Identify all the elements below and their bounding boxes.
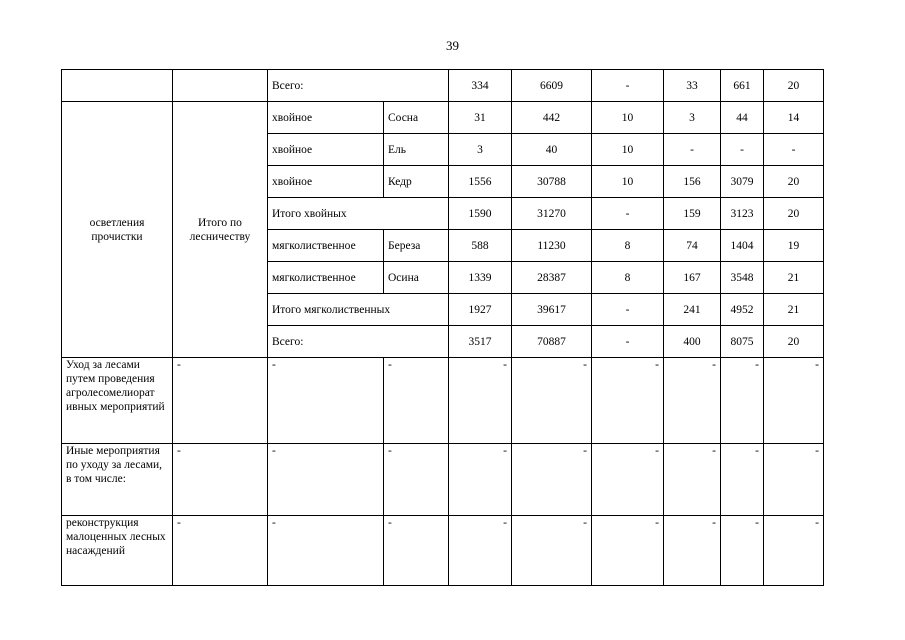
value-cell: 31270	[512, 198, 592, 230]
dash-cell: -	[512, 358, 592, 444]
value-cell: 442	[512, 102, 592, 134]
dash-cell: -	[592, 516, 664, 586]
value-cell: 10	[592, 134, 664, 166]
activity-name: реконструкция малоценных лесных насаждений	[62, 516, 173, 586]
dash-cell: -	[512, 444, 592, 516]
dash-cell: -	[664, 358, 721, 444]
dash-cell: -	[384, 444, 449, 516]
value-cell: 1927	[449, 294, 512, 326]
value-cell: 4952	[721, 294, 764, 326]
dash-cell: -	[268, 444, 384, 516]
value-cell: 241	[664, 294, 721, 326]
value-cell: 8	[592, 262, 664, 294]
value-cell: 28387	[512, 262, 592, 294]
dash-cell: -	[592, 358, 664, 444]
forest-type: мягколиственное	[268, 230, 384, 262]
table-row	[62, 358, 824, 444]
value-cell: 20	[764, 326, 824, 358]
value-cell: -	[592, 326, 664, 358]
dash-cell: -	[764, 516, 824, 586]
scope-name: Итого по лесничеству	[173, 102, 268, 358]
value-cell: 11230	[512, 230, 592, 262]
dash-cell: -	[384, 358, 449, 444]
subtotal-label: Итого мягколиственных	[268, 294, 449, 326]
value-cell: 3548	[721, 262, 764, 294]
value-cell: -	[592, 294, 664, 326]
dash-cell: -	[449, 516, 512, 586]
value-cell: 74	[664, 230, 721, 262]
value-cell: 3	[664, 102, 721, 134]
value-cell: 33	[664, 70, 721, 102]
value-cell: 167	[664, 262, 721, 294]
dash-cell: -	[764, 444, 824, 516]
value-cell: 1404	[721, 230, 764, 262]
value-cell: -	[592, 70, 664, 102]
species: Кедр	[384, 166, 449, 198]
value-cell: 30788	[512, 166, 592, 198]
value-cell: 6609	[512, 70, 592, 102]
dash-cell: -	[512, 516, 592, 586]
dash-cell: -	[664, 516, 721, 586]
dash-cell: -	[173, 516, 268, 586]
value-cell: -	[721, 134, 764, 166]
value-cell: 3517	[449, 326, 512, 358]
value-cell: -	[592, 198, 664, 230]
activity-cell	[62, 70, 173, 102]
activity-name: Иные мероприятия по уходу за лесами, в том числе:	[62, 444, 173, 516]
value-cell: -	[664, 134, 721, 166]
dash-cell: -	[268, 358, 384, 444]
page-number: 39	[446, 38, 459, 53]
activity-name: осветления прочистки	[62, 102, 173, 358]
value-cell: 21	[764, 262, 824, 294]
scope-cell	[173, 70, 268, 102]
species: Ель	[384, 134, 449, 166]
value-cell: 588	[449, 230, 512, 262]
value-cell: 20	[764, 70, 824, 102]
species: Осина	[384, 262, 449, 294]
value-cell: 10	[592, 102, 664, 134]
forest-care-table	[61, 69, 824, 586]
dash-cell: -	[449, 358, 512, 444]
subtotal-label: Итого хвойных	[268, 198, 449, 230]
table-row	[62, 102, 824, 134]
table-row	[62, 516, 824, 586]
value-cell: 400	[664, 326, 721, 358]
value-cell: 21	[764, 294, 824, 326]
dash-cell: -	[721, 516, 764, 586]
value-cell: 1590	[449, 198, 512, 230]
value-cell: 10	[592, 166, 664, 198]
species: Береза	[384, 230, 449, 262]
value-cell: 3	[449, 134, 512, 166]
forest-type: хвойное	[268, 134, 384, 166]
value-cell: 159	[664, 198, 721, 230]
value-cell: 44	[721, 102, 764, 134]
value-cell: 3079	[721, 166, 764, 198]
table-row	[62, 444, 824, 516]
value-cell: 31	[449, 102, 512, 134]
value-cell: -	[764, 134, 824, 166]
dash-cell: -	[384, 516, 449, 586]
value-cell: 70887	[512, 326, 592, 358]
dash-cell: -	[449, 444, 512, 516]
value-cell: 1556	[449, 166, 512, 198]
value-cell: 8	[592, 230, 664, 262]
value-cell: 3123	[721, 198, 764, 230]
value-cell: 334	[449, 70, 512, 102]
value-cell: 8075	[721, 326, 764, 358]
forest-type: хвойное	[268, 166, 384, 198]
dash-cell: -	[721, 358, 764, 444]
value-cell: 40	[512, 134, 592, 166]
value-cell: 14	[764, 102, 824, 134]
row-label: Всего:	[268, 70, 449, 102]
dash-cell: -	[268, 516, 384, 586]
dash-cell: -	[764, 358, 824, 444]
value-cell: 39617	[512, 294, 592, 326]
dash-cell: -	[721, 444, 764, 516]
dash-cell: -	[664, 444, 721, 516]
species: Сосна	[384, 102, 449, 134]
activity-name: Уход за лесами путем проведения агролесомелиорат ивных мероприятий	[62, 358, 173, 444]
table-row	[62, 70, 824, 102]
forest-type: хвойное	[268, 102, 384, 134]
value-cell: 661	[721, 70, 764, 102]
dash-cell: -	[173, 444, 268, 516]
forest-type: мягколиственное	[268, 262, 384, 294]
value-cell: 156	[664, 166, 721, 198]
total-label: Всего:	[268, 326, 449, 358]
dash-cell: -	[592, 444, 664, 516]
value-cell: 19	[764, 230, 824, 262]
value-cell: 20	[764, 166, 824, 198]
value-cell: 1339	[449, 262, 512, 294]
value-cell: 20	[764, 198, 824, 230]
dash-cell: -	[173, 358, 268, 444]
